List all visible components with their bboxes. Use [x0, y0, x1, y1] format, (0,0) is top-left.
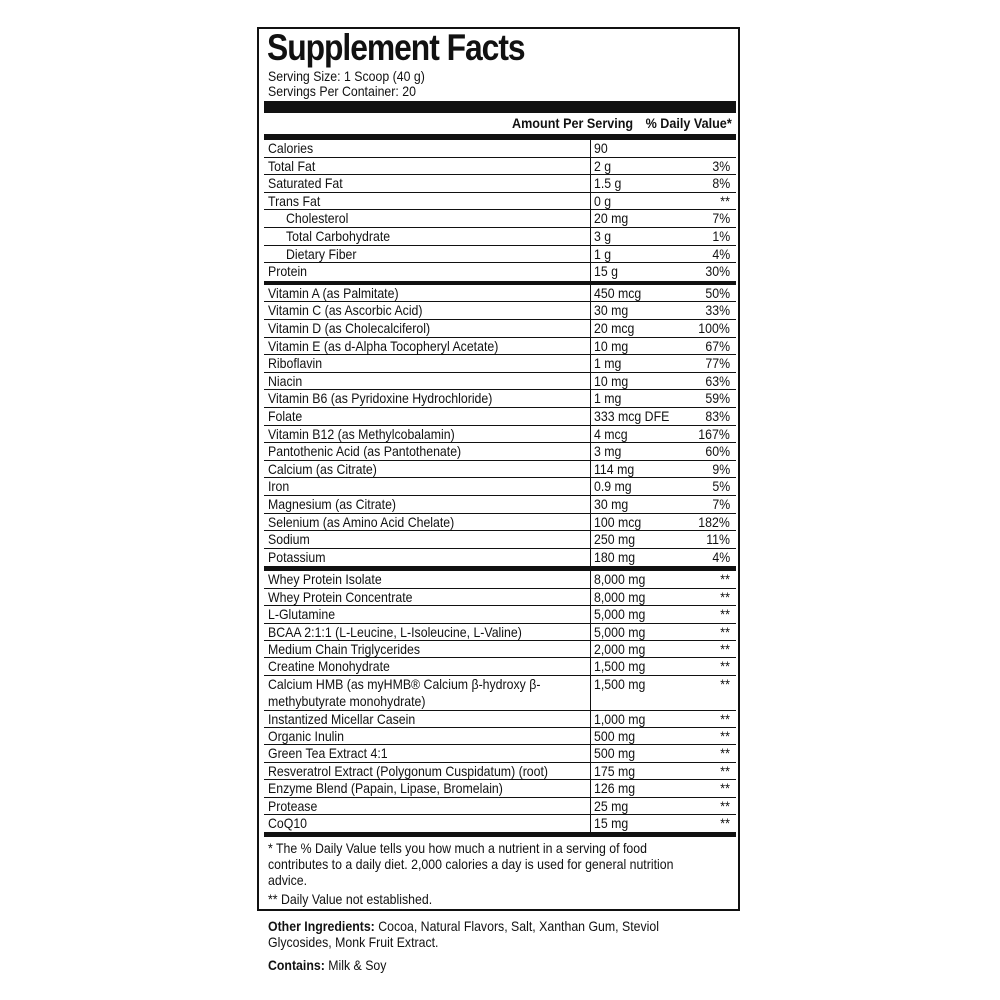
nutrient-name: Protease — [268, 797, 318, 814]
nutrient-name: Enzyme Blend (Papain, Lipase, Bromelain) — [268, 780, 503, 797]
nutrient-name: Riboflavin — [268, 355, 323, 372]
table-row — [264, 815, 736, 832]
nutrient-name: Pantothenic Acid (as Pantothenate) — [268, 443, 462, 460]
nutrient-name: Vitamin C (as Ascorbic Acid) — [268, 302, 423, 319]
table-row — [264, 589, 736, 606]
daily-value: 59% — [705, 390, 730, 407]
nutrient-name: L-Glutamine — [268, 606, 336, 623]
amount-value: 1.5 g — [594, 175, 622, 192]
nutrient-name: Vitamin A (as Palmitate) — [268, 284, 399, 301]
table-row — [264, 408, 736, 426]
table-row — [264, 140, 736, 158]
daily-value: ** — [720, 815, 730, 831]
nutrient-name: Magnesium (as Citrate) — [268, 496, 397, 512]
nutrient-name: Trans Fat — [268, 192, 321, 209]
table-row — [264, 711, 736, 728]
amount-value: 30 mg — [594, 496, 629, 512]
top-thick-bar — [264, 101, 736, 113]
nutrient-name: Cholesterol — [286, 210, 349, 227]
bottom-divider-bar — [264, 832, 736, 837]
amount-value: 1,500 mg — [594, 675, 646, 692]
table-row — [264, 728, 736, 745]
amount-value: 5,000 mg — [594, 623, 646, 640]
nutrient-name: Whey Protein Concentrate — [268, 588, 413, 605]
table-row — [264, 531, 736, 549]
table-row — [264, 210, 736, 228]
contains-statement — [268, 957, 682, 973]
table-row — [264, 641, 736, 658]
nutrient-name: Iron — [268, 478, 290, 495]
other-ingredients — [268, 918, 682, 950]
amount-value: 3 g — [594, 228, 612, 244]
nutrient-name: Folate — [268, 408, 303, 424]
amount-value: 1,000 mg — [594, 710, 646, 727]
table-row — [264, 175, 736, 193]
amount-value: 1,500 mg — [594, 658, 646, 675]
amount-value: 500 mg — [594, 728, 636, 744]
nutrient-name: Instantized Micellar Casein — [268, 710, 416, 727]
amount-value: 4 mcg — [594, 425, 628, 442]
serving-size: Serving Size: 1 Scoop (40 g) — [268, 68, 425, 84]
daily-value: 4% — [712, 245, 730, 262]
amount-value: 1 g — [594, 245, 612, 262]
daily-value: ** — [720, 762, 730, 779]
nutrient-name: Calcium HMB (as myHMB® Calcium β-hydroxy β-methybutyrate monohydrate) — [268, 675, 541, 709]
daily-value: 77% — [705, 355, 730, 372]
nutrient-name: Calcium (as Citrate) — [268, 460, 377, 477]
table-row — [264, 496, 736, 514]
daily-value: ** — [720, 675, 730, 692]
amount-value: 175 mg — [594, 762, 636, 779]
daily-value: 5% — [712, 478, 730, 495]
nutrient-name: Medium Chain Triglycerides — [268, 641, 421, 657]
nutrient-name: Dietary Fiber — [286, 245, 357, 262]
column-divider — [590, 571, 591, 832]
nutrient-name: Vitamin B12 (as Methylcobalamin) — [268, 425, 455, 442]
table-row — [264, 193, 736, 211]
amount-value: 90 — [594, 140, 608, 156]
amount-value: 2 g — [594, 157, 612, 174]
nutrient-name: Calories — [268, 140, 314, 156]
amount-value: 30 mg — [594, 302, 629, 319]
nutrient-name: Resveratrol Extract (Polygonum Cuspidatum) (root) — [268, 762, 549, 779]
daily-value: ** — [720, 745, 730, 762]
table-row — [264, 514, 736, 532]
amount-value: 20 mcg — [594, 320, 635, 336]
amount-value: 1 mg — [594, 390, 622, 407]
table-row — [264, 320, 736, 338]
table-row — [264, 263, 736, 281]
table-row — [264, 478, 736, 496]
daily-value: ** — [720, 623, 730, 640]
daily-value: 3% — [712, 157, 730, 174]
nutrient-name: Selenium (as Amino Acid Chelate) — [268, 513, 455, 530]
daily-value: 167% — [698, 425, 730, 442]
daily-value: 83% — [705, 408, 730, 424]
amount-value: 500 mg — [594, 745, 636, 762]
table-row — [264, 658, 736, 675]
table-row — [264, 549, 736, 567]
amount-per-serving-header: Amount Per Serving — [512, 115, 634, 131]
amount-value: 3 mg — [594, 443, 622, 460]
daily-value: 11% — [706, 531, 730, 548]
amount-value: 2,000 mg — [594, 641, 646, 657]
amount-value: 250 mg — [594, 531, 636, 548]
amount-value: 10 mg — [594, 372, 629, 389]
amount-value: 25 mg — [594, 797, 629, 814]
column-divider — [590, 140, 591, 281]
nutrient-name: Total Carbohydrate — [286, 228, 391, 244]
daily-value: 100% — [698, 320, 730, 336]
daily-value: 4% — [712, 548, 730, 565]
table-row — [264, 461, 736, 479]
daily-value: ** — [720, 641, 730, 657]
nutrient-name: Creatine Monohydrate — [268, 658, 390, 675]
nutrient-name: Organic Inulin — [268, 728, 345, 744]
nutrient-name: Vitamin D (as Cholecalciferol) — [268, 320, 431, 336]
amount-value: 15 g — [594, 263, 618, 280]
table-row — [264, 158, 736, 176]
nutrient-name: Niacin — [268, 372, 303, 389]
daily-value: ** — [720, 780, 730, 797]
nutrient-name: Vitamin E (as d-Alpha Tocopheryl Acetate) — [268, 337, 499, 354]
nutrient-name: Sodium — [268, 531, 310, 548]
daily-value: 9% — [712, 460, 730, 477]
other-ingredients-text: Cocoa, Natural Flavors, Salt, Xanthan Gum, Steviol Glycosides, Monk Fruit Extract. — [268, 918, 659, 950]
daily-value: 7% — [712, 210, 730, 227]
daily-value: ** — [720, 728, 730, 744]
contains-label: Contains: — [268, 957, 325, 973]
daily-value: 67% — [705, 337, 730, 354]
other-ingredients-label: Other Ingredients: — [268, 918, 375, 934]
table-row — [264, 302, 736, 320]
amount-value: 126 mg — [594, 780, 636, 797]
daily-value: 1% — [712, 228, 730, 244]
daily-value: ** — [720, 658, 730, 675]
nutrient-name: BCAA 2:1:1 (L-Leucine, L-Isoleucine, L-Valine) — [268, 623, 522, 640]
table-row — [264, 780, 736, 797]
amount-value: 8,000 mg — [594, 571, 646, 588]
daily-value: 33% — [705, 302, 730, 319]
table-row — [264, 355, 736, 373]
panel-title: Supplement Facts — [267, 27, 525, 68]
amount-value: 1 mg — [594, 355, 622, 372]
table-row — [264, 338, 736, 356]
nutrient-name: Protein — [268, 263, 308, 280]
table-row — [264, 798, 736, 815]
amount-value: 450 mcg — [594, 284, 642, 301]
daily-value: ** — [720, 710, 730, 727]
amount-value: 10 mg — [594, 337, 629, 354]
daily-value: ** — [720, 606, 730, 623]
table-row — [264, 606, 736, 623]
daily-value: ** — [720, 588, 730, 605]
nutrient-name: Potassium — [268, 548, 326, 565]
table-row — [264, 426, 736, 444]
amount-value: 8,000 mg — [594, 588, 646, 605]
table-row — [264, 285, 736, 303]
column-divider — [590, 285, 591, 567]
nutrient-name: Green Tea Extract 4:1 — [268, 745, 388, 762]
daily-value: ** — [720, 192, 730, 209]
nutrient-name: Whey Protein Isolate — [268, 571, 382, 588]
footnote-not-established: ** Daily Value not established. — [268, 891, 433, 907]
daily-value: 30% — [705, 263, 730, 280]
daily-value: ** — [720, 571, 730, 588]
daily-value: 50% — [705, 284, 730, 301]
amount-value: 100 mcg — [594, 513, 642, 530]
table-row — [264, 763, 736, 780]
amount-value: 15 mg — [594, 815, 629, 831]
table-row — [264, 228, 736, 246]
amount-value: 114 mg — [594, 460, 635, 477]
footnote-daily-value: * The % Daily Value tells you how much a nutrient in a serving of food contributes to a daily diet. 2,000 calories a day is used for general nutrition advice. — [268, 840, 674, 888]
daily-value-header: % Daily Value* — [645, 115, 732, 131]
daily-value: 63% — [705, 372, 730, 389]
contains-text: Milk & Soy — [324, 957, 387, 973]
daily-value: 60% — [705, 443, 730, 460]
amount-value: 180 mg — [594, 548, 636, 565]
amount-value: 5,000 mg — [594, 606, 646, 623]
nutrient-name: Vitamin B6 (as Pyridoxine Hydrochloride) — [268, 390, 493, 407]
table-row — [264, 676, 736, 711]
amount-value: 0.9 mg — [594, 478, 632, 495]
table-row — [264, 390, 736, 408]
table-row — [264, 624, 736, 641]
daily-value: 8% — [712, 175, 730, 192]
table-row — [264, 246, 736, 264]
amount-value: 0 g — [594, 192, 612, 209]
servings-per-container: Servings Per Container: 20 — [268, 83, 416, 99]
daily-value: 182% — [698, 513, 730, 530]
daily-value: 7% — [712, 496, 730, 512]
amount-value: 333 mcg DFE — [594, 408, 670, 424]
nutrient-name: Total Fat — [268, 157, 316, 174]
table-row — [264, 571, 736, 588]
table-row — [264, 373, 736, 391]
amount-value: 20 mg — [594, 210, 629, 227]
table-row — [264, 745, 736, 762]
nutrient-name: CoQ10 — [268, 815, 308, 831]
nutrient-name: Saturated Fat — [268, 175, 343, 192]
table-row — [264, 443, 736, 461]
daily-value: ** — [720, 797, 730, 814]
